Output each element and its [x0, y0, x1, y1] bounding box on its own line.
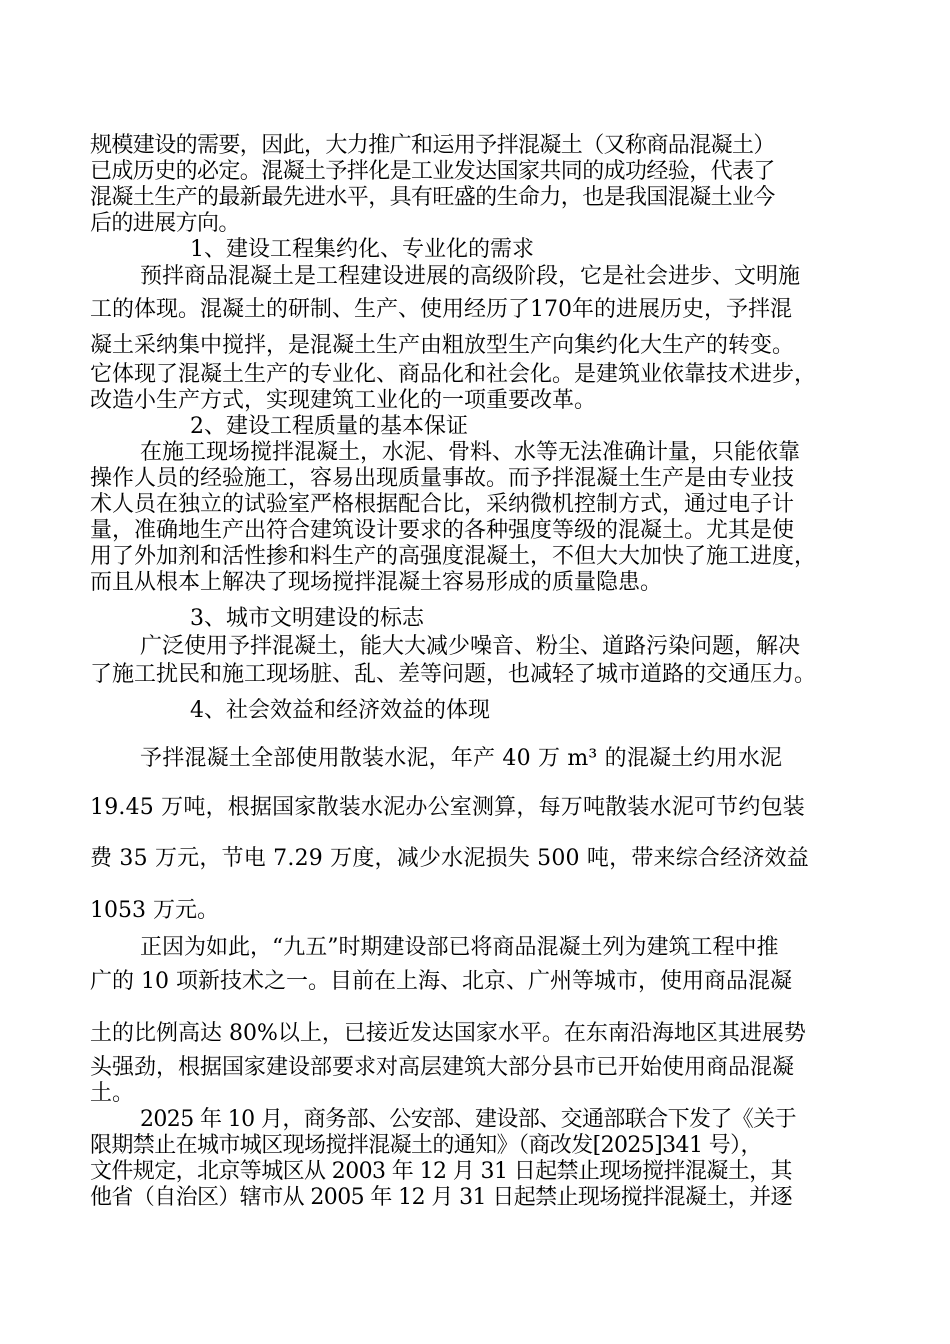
text-line: 正因为如此，“九五”时期建设部已将商品混凝土列为建筑工程中推 [140, 935, 779, 960]
text-line: 文件规定，北京等城区从 2003 年 12 月 31 日起禁止现场搅拌混凝土，其 [90, 1159, 792, 1184]
text-line: 了施工扰民和施工现场脏、乱、差等问题，也减轻了城市道路的交通压力。 [90, 662, 817, 687]
text-line: 限期禁止在城市城区现场搅拌混凝土的通知》（商改发[2025]341 号）， [90, 1133, 762, 1158]
text-line: 后的进展方向。 [90, 211, 240, 236]
text-line: 1053 万元。 [90, 898, 219, 923]
section-heading: 4、社会效益和经济效益的体现 [190, 698, 490, 723]
text-line: 它体现了混凝土生产的专业化、商品化和社会化。是建筑业依靠技术进步， [90, 362, 817, 387]
section-heading: 2、建设工程质量的基本保证 [190, 414, 468, 439]
text-line: 土。 [90, 1081, 135, 1106]
text-line: 改造小生产方式，实现建筑工业化的一项重要改革。 [90, 388, 597, 413]
text-line: 在施工现场搅拌混凝土，水泥、骨料、水等无法准确计量，只能依靠 [140, 440, 801, 465]
text-line: 而且从根本上解决了现场搅拌混凝土容易形成的质量隐患。 [90, 570, 663, 595]
text-line: 操作人员的经验施工，容易出现质量事故。而予拌混凝土生产是由专业技 [90, 466, 795, 491]
section-heading: 3、城市文明建设的标志 [190, 606, 424, 631]
text-line: 混凝土生产的最新最先进水平，具有旺盛的生命力，也是我国混凝土业今 [90, 185, 775, 210]
text-line: 费 35 万元，节电 7.29 万度，减少水泥损失 500 吨，带来综合经济效益 [90, 846, 809, 871]
text-line: 工的体现。混凝土的研制、生产、使用经历了170年的进展历史，予拌混 [90, 297, 792, 322]
text-line: 19.45 万吨，根据国家散装水泥办公室测算，每万吨散装水泥可节约包装 [90, 795, 805, 820]
text-line: 规模建设的需要，因此，大力推广和运用予拌混凝土（又称商品混凝土） [90, 133, 775, 158]
text-line: 预拌商品混凝土是工程建设进展的高级阶段，它是社会进步、文明施 [140, 264, 801, 289]
text-line: 量，准确地生产出符合建筑设计要求的各种强度等级的混凝土。尤其是使 [90, 518, 795, 543]
text-line: 2025 年 10 月，商务部、公安部、建设部、交通部联合下发了《关于 [140, 1107, 796, 1132]
text-line: 广泛使用予拌混凝土，能大大减少噪音、粉尘、道路污染问题，解决 [140, 634, 801, 659]
text-line: 术人员在独立的试验室严格根据配合比，采纳微机控制方式，通过电子计 [90, 492, 795, 517]
text-line: 头强劲，根据国家建设部要求对高层建筑大部分县市已开始使用商品混凝 [90, 1055, 795, 1080]
text-line: 土的比例高达 80%以上，已接近发达国家水平。在东南沿海地区其进展势 [90, 1021, 806, 1046]
text-line: 已成历史的必定。混凝土予拌化是工业发达国家共同的成功经验，代表了 [90, 159, 775, 184]
text-line: 凝土采纳集中搅拌，是混凝土生产由粗放型生产向集约化大生产的转变。 [90, 333, 795, 358]
text-line: 用了外加剂和活性掺和料生产的高强度混凝土，不但大大加快了施工进度， [90, 544, 817, 569]
section-heading: 1、建设工程集约化、专业化的需求 [190, 237, 534, 262]
text-line: 他省（自治区）辖市从 2005 年 12 月 31 日起禁止现场搅拌混凝土，并逐 [90, 1185, 792, 1210]
text-line: 广的 10 项新技术之一。目前在上海、北京、广州等城市，使用商品混凝 [90, 969, 792, 994]
text-line: 予拌混凝土全部使用散装水泥，年产 40 万 m³ 的混凝土约用水泥 [140, 746, 783, 771]
